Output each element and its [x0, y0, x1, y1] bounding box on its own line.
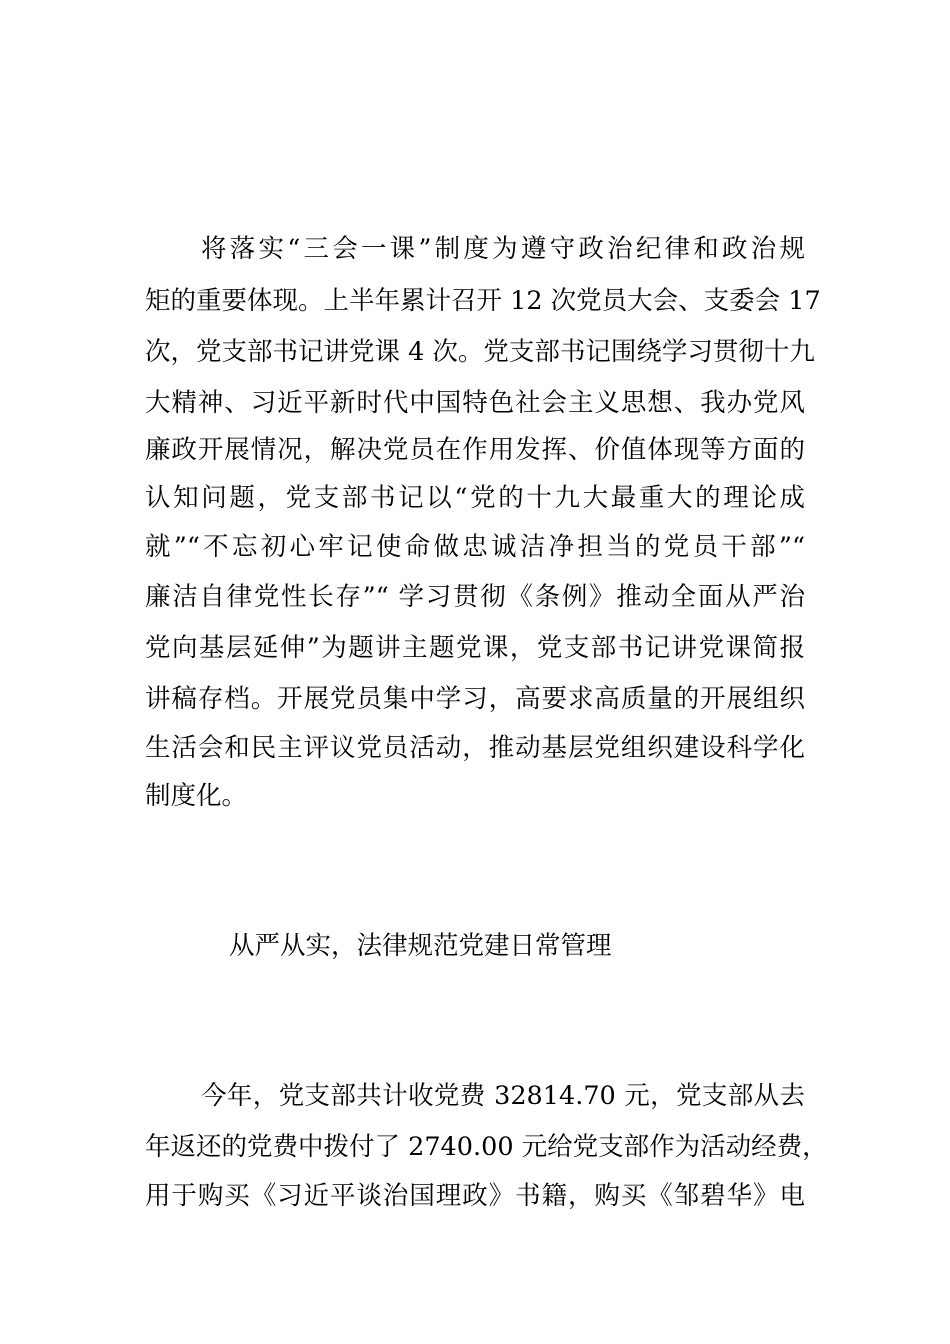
paragraph-1-line-2: 矩的重要体现。上半年累计召开 12 次党员大会、支委会 17	[145, 286, 821, 316]
paragraph-1-line-1: 将落实“三会一课”制度为遵守政治纪律和政治规	[201, 234, 805, 264]
section-heading: 从严从实，法律规范党建日常管理	[229, 931, 612, 961]
paragraph-1-line-9: 党向基层延伸”为题讲主题党课，党支部书记讲党课简报	[145, 633, 805, 663]
paragraph-2-line-1: 今年，党支部共计收党费 32814.70 元，党支部从去	[201, 1081, 805, 1111]
paragraph-1-line-12: 制度化。	[145, 781, 248, 811]
paragraph-1-line-11: 生活会和民主评议党员活动，推动基层党组织建设科学化	[145, 733, 805, 763]
paragraph-1-line-5: 廉政开展情况，解决党员在作用发挥、价值体现等方面的	[145, 435, 805, 465]
paragraph-1-line-4: 大精神、习近平新时代中国特色社会主义思想、我办党风	[145, 388, 805, 418]
paragraph-2-line-2: 年返还的党费中拨付了 2740.00 元给党支部作为活动经费，	[145, 1132, 828, 1162]
paragraph-1-line-6: 认知问题，党支部书记以“党的十九大最重大的理论成	[145, 483, 805, 513]
paragraph-1-line-7: 就”“不忘初心牢记使命做忠诚洁净担当的党员干部”“	[145, 532, 805, 562]
paragraph-2-line-3: 用于购买《习近平谈治国理政》书籍，购买《邹碧华》电	[145, 1181, 805, 1211]
paragraph-1-line-8: 廉洁自律党性长存”“ 学习贯彻《条例》推动全面从严治	[145, 582, 805, 612]
paragraph-1-line-10: 讲稿存档。开展党员集中学习，高要求高质量的开展组织	[145, 684, 805, 714]
paragraph-1-line-3: 次，党支部书记讲党课 4 次。党支部书记围绕学习贯彻十九	[145, 337, 815, 367]
